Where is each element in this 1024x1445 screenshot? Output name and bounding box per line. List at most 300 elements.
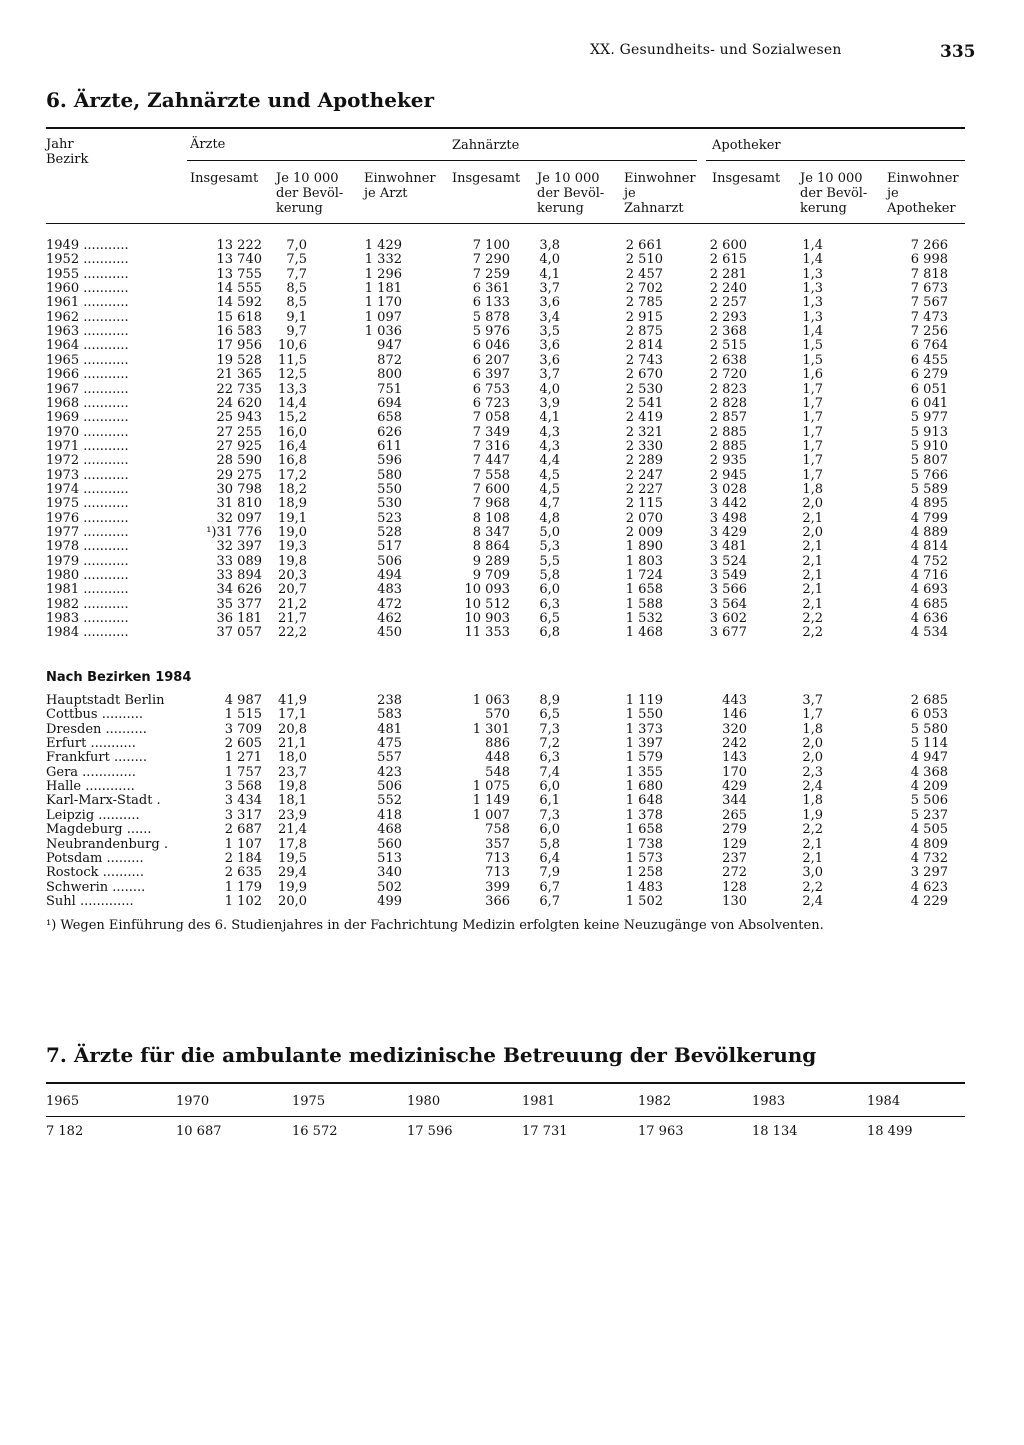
- column-header: [364, 171, 436, 201]
- table-cell: 2 720: [709, 367, 747, 383]
- table-7-value: 17 963: [638, 1124, 684, 1139]
- table-cell: 17,2: [278, 467, 307, 483]
- table-cell: 34 626: [216, 582, 262, 598]
- table-7-value: 10 687: [176, 1124, 222, 1139]
- table-cell: 5 114: [910, 736, 948, 752]
- table-cell: 21,7: [278, 611, 307, 627]
- table-cell: 2 009: [625, 525, 663, 540]
- table-cell: 2 368: [709, 324, 747, 340]
- table-7-year: 1984: [867, 1094, 901, 1109]
- table-cell: 6,0: [539, 779, 560, 795]
- table-cell: 1,7: [802, 438, 823, 454]
- table-cell: 506: [377, 553, 402, 569]
- table-cell: 1,7: [802, 410, 823, 426]
- table-7-title: 7. Ärzte für die ambulante medizinische Betreuung der Bevölkerung: [46, 1043, 817, 1067]
- column-header-line: Insgesamt: [190, 171, 259, 186]
- table-cell: 4 814: [910, 539, 948, 555]
- table-cell: 2,1: [802, 539, 823, 555]
- table-7-value: 16 572: [292, 1124, 338, 1139]
- table-cell: 1,3: [802, 295, 823, 311]
- row-label-district: Gera .............: [46, 764, 136, 780]
- table-cell: 1 102: [224, 893, 262, 909]
- table-cell: 5 910: [910, 438, 948, 454]
- table-cell: 2 530: [625, 381, 663, 397]
- table-cell: 1 757: [224, 764, 262, 780]
- table-cell: 2,1: [802, 582, 823, 598]
- table-cell: 1,7: [802, 381, 823, 397]
- table-cell: 8,9: [539, 693, 560, 708]
- table-cell: 5,5: [539, 553, 560, 569]
- row-label-year: 1970 ...........: [46, 424, 129, 440]
- table-cell: 2 670: [625, 367, 663, 383]
- column-header-line: Einwohner: [624, 171, 696, 186]
- table-cell: 443: [722, 693, 747, 708]
- table-7-year: 1975: [292, 1094, 326, 1109]
- table-cell: 1 658: [625, 582, 663, 598]
- table-cell: 1 532: [625, 611, 663, 627]
- table-cell: 7 473: [910, 309, 948, 325]
- table-cell: 20,7: [278, 582, 307, 598]
- table-cell: 3 709: [224, 721, 262, 737]
- table-cell: 4 209: [910, 779, 948, 795]
- table-cell: 2 419: [625, 410, 663, 426]
- table-cell: 129: [722, 836, 747, 852]
- table-cell: 1 378: [625, 807, 663, 823]
- table-cell: 1 573: [625, 850, 663, 866]
- column-header-line: Einwohner: [887, 171, 959, 186]
- row-label-district: Erfurt ...........: [46, 736, 136, 752]
- table-cell: 468: [377, 822, 402, 838]
- table-cell: 19,1: [278, 510, 307, 526]
- table-cell: 1 680: [625, 779, 663, 795]
- row-label-district: Leipzig ..........: [46, 807, 140, 823]
- table-cell: 1 179: [224, 879, 262, 895]
- table-cell: 2 330: [625, 438, 663, 454]
- table-cell: 6,7: [539, 879, 560, 895]
- pharmacists-group-rule: [706, 160, 965, 161]
- table-cell: 1 468: [625, 625, 663, 641]
- row-label-year: 1982 ...........: [46, 596, 129, 612]
- row-label-district: Frankfurt ........: [46, 750, 148, 766]
- table-cell: 7 600: [472, 481, 510, 497]
- table-cell: 596: [377, 453, 402, 469]
- row-label-district: Rostock ..........: [46, 865, 144, 881]
- table-cell: 429: [722, 779, 747, 795]
- table-cell: 32 097: [216, 510, 262, 526]
- table-cell: 8,5: [286, 295, 307, 311]
- row-label-year: 1980 ...........: [46, 568, 129, 584]
- table-cell: 13 755: [216, 266, 262, 282]
- table-cell: 570: [485, 707, 510, 723]
- table-7-value: 7 182: [46, 1124, 84, 1139]
- table-cell: 1 550: [625, 707, 663, 723]
- table-cell: 25 943: [216, 410, 262, 426]
- table-cell: 2 785: [625, 295, 663, 311]
- table-cell: 6 053: [910, 707, 948, 723]
- table-cell: 7,3: [539, 721, 560, 737]
- table-cell: 7 100: [472, 238, 510, 253]
- table-cell: 2,1: [802, 836, 823, 852]
- table-7-year: 1982: [638, 1094, 672, 1109]
- table-cell: 3,9: [539, 395, 560, 411]
- table-cell: 8 864: [472, 539, 510, 555]
- table-cell: 18,2: [278, 481, 307, 497]
- table-cell: 2 945: [709, 467, 747, 483]
- table-cell: 550: [377, 481, 402, 497]
- table-cell: 472: [377, 596, 402, 612]
- table-cell: 1,7: [802, 453, 823, 469]
- table-cell: 22,2: [278, 625, 307, 641]
- table-cell: 30 798: [216, 481, 262, 497]
- column-header-line: Je 10 000: [537, 171, 600, 186]
- column-header: [276, 171, 343, 216]
- table-cell: 2,4: [802, 893, 823, 909]
- table-cell: 6 041: [910, 395, 948, 411]
- table-cell: 1 170: [364, 295, 402, 311]
- table-cell: 1,3: [802, 309, 823, 325]
- table-cell: 340: [377, 865, 402, 881]
- table-cell: 2 635: [224, 865, 262, 881]
- row-label-year: 1978 ...........: [46, 539, 129, 555]
- table-cell: 6,3: [539, 750, 560, 766]
- table-cell: 2 743: [625, 352, 663, 368]
- table-cell: 2 885: [709, 424, 747, 440]
- table-cell: 4 732: [910, 850, 948, 866]
- table-6-top-rule: [46, 127, 965, 129]
- stub-header-year: Jahr: [46, 137, 74, 152]
- table-cell: 15 618: [216, 309, 262, 325]
- table-cell: 4,1: [539, 266, 560, 282]
- table-cell: 3 602: [709, 611, 747, 627]
- table-cell: 5 506: [910, 793, 948, 809]
- table-cell: 27 255: [216, 424, 262, 440]
- table-cell: 1 397: [625, 736, 663, 752]
- table-cell: 3 566: [709, 582, 747, 598]
- table-cell: 5 878: [472, 309, 510, 325]
- table-cell: 32 397: [216, 539, 262, 555]
- table-cell: 7 349: [472, 424, 510, 440]
- table-cell: 2,1: [802, 568, 823, 584]
- table-cell: 1 803: [625, 553, 663, 569]
- table-cell: 1 258: [625, 865, 663, 881]
- table-cell: 7,5: [286, 252, 307, 268]
- table-cell: 3 498: [709, 510, 747, 526]
- table-cell: 6 764: [910, 338, 948, 354]
- table-cell: 6 361: [472, 281, 510, 297]
- table-cell: 16,0: [278, 424, 307, 440]
- table-cell: 6,7: [539, 893, 560, 909]
- column-header: [537, 171, 604, 216]
- table-cell: 548: [485, 764, 510, 780]
- row-label-year: 1960 ...........: [46, 281, 129, 297]
- table-cell: 1 301: [472, 721, 510, 737]
- table-cell: 5 589: [910, 481, 948, 497]
- table-cell: 418: [377, 807, 402, 823]
- table-cell: 2 935: [709, 453, 747, 469]
- table-cell: 1 588: [625, 596, 663, 612]
- table-cell: 19 528: [216, 352, 262, 368]
- row-label-district: Halle ............: [46, 779, 135, 795]
- table-7-year: 1965: [46, 1094, 80, 1109]
- group-header-doctors: Ärzte: [190, 137, 226, 152]
- row-label-district: Dresden ..........: [46, 721, 147, 737]
- column-header-line: Insgesamt: [452, 171, 521, 186]
- table-cell: 19,9: [278, 879, 307, 895]
- section-label-districts: Nach Bezirken 1984: [46, 670, 192, 685]
- table-cell: 9,7: [286, 324, 307, 340]
- row-label-year: 1976 ...........: [46, 510, 129, 526]
- table-cell: 16,8: [278, 453, 307, 469]
- row-label-year: 1977 ...........: [46, 525, 129, 540]
- table-cell: 265: [722, 807, 747, 823]
- table-cell: 1 724: [625, 568, 663, 584]
- table-cell: 450: [377, 625, 402, 641]
- table-cell: 2 257: [709, 295, 747, 311]
- table-cell: 3 434: [224, 793, 262, 809]
- table-cell: 344: [722, 793, 747, 809]
- table-cell: 3,4: [539, 309, 560, 325]
- table-7-value: 18 499: [867, 1124, 913, 1139]
- table-cell: 11 353: [464, 625, 510, 641]
- table-cell: 8 347: [472, 525, 510, 540]
- table-cell: 713: [485, 850, 510, 866]
- table-cell: 6 723: [472, 395, 510, 411]
- table-cell: 37 057: [216, 625, 262, 641]
- table-cell: 19,0: [278, 525, 307, 540]
- table-cell: 2 638: [709, 352, 747, 368]
- table-cell: 14 592: [216, 295, 262, 311]
- row-label-district: Karl-Marx-Stadt .: [46, 793, 161, 809]
- stub-header: [46, 137, 88, 167]
- table-cell: 33 894: [216, 568, 262, 584]
- table-cell: 1 373: [625, 721, 663, 737]
- row-label-year: 1966 ...........: [46, 367, 129, 383]
- table-cell: 41,9: [278, 693, 307, 708]
- table-cell: 506: [377, 779, 402, 795]
- table-cell: 6 046: [472, 338, 510, 354]
- table-cell: 423: [377, 764, 402, 780]
- table-cell: 6,8: [539, 625, 560, 641]
- table-cell: 4,8: [539, 510, 560, 526]
- table-cell: 6,3: [539, 596, 560, 612]
- table-cell: 1 075: [472, 779, 510, 795]
- table-cell: 1,9: [802, 807, 823, 823]
- table-cell: 7 567: [910, 295, 948, 311]
- table-cell: 2 605: [224, 736, 262, 752]
- table-cell: 4,5: [539, 481, 560, 497]
- table-cell: 947: [377, 338, 402, 354]
- table-cell: 1 107: [224, 836, 262, 852]
- row-label-district: Cottbus ..........: [46, 707, 144, 723]
- table-cell: 4 534: [910, 625, 948, 641]
- table-cell: ¹)31 776: [206, 525, 262, 540]
- table-cell: 4 752: [910, 553, 948, 569]
- table-cell: 475: [377, 736, 402, 752]
- table-cell: 2 247: [625, 467, 663, 483]
- table-cell: 366: [485, 893, 510, 909]
- table-cell: 2,1: [802, 510, 823, 526]
- table-cell: 3 297: [910, 865, 948, 881]
- table-cell: 1 658: [625, 822, 663, 838]
- table-cell: 1 648: [625, 793, 663, 809]
- column-header-line: je: [887, 186, 899, 201]
- row-label-district: Magdeburg ......: [46, 822, 152, 838]
- table-cell: 17,1: [278, 707, 307, 723]
- table-cell: 237: [722, 850, 747, 866]
- table-cell: 4 987: [224, 693, 262, 708]
- table-cell: 4 809: [910, 836, 948, 852]
- table-cell: 3 317: [224, 807, 262, 823]
- table-cell: 238: [377, 693, 402, 708]
- table-cell: 35 377: [216, 596, 262, 612]
- table-cell: 1 738: [625, 836, 663, 852]
- table-7-header-rule: [46, 1116, 965, 1117]
- table-cell: 2,1: [802, 850, 823, 866]
- table-cell: 1 332: [364, 252, 402, 268]
- running-head: XX. Gesundheits- und Sozialwesen: [590, 42, 842, 58]
- table-cell: 2 857: [709, 410, 747, 426]
- table-cell: 7,2: [539, 736, 560, 752]
- column-header: [712, 171, 780, 186]
- table-cell: 3 442: [709, 496, 747, 512]
- column-header-line: der Bevöl-: [800, 186, 868, 201]
- table-7-year: 1970: [176, 1094, 210, 1109]
- table-cell: 2 289: [625, 453, 663, 469]
- table-cell: 19,8: [278, 553, 307, 569]
- table-cell: 21,1: [278, 736, 307, 752]
- table-cell: 6 207: [472, 352, 510, 368]
- row-label-year: 1971 ...........: [46, 438, 129, 454]
- table-cell: 1,7: [802, 395, 823, 411]
- table-cell: 130: [722, 893, 747, 909]
- table-cell: 3 677: [709, 625, 747, 641]
- table-cell: 10 903: [464, 611, 510, 627]
- table-cell: 2 687: [224, 822, 262, 838]
- table-cell: 5 977: [910, 410, 948, 426]
- table-cell: 483: [377, 582, 402, 598]
- table-cell: 1,3: [802, 266, 823, 282]
- table-cell: 4 685: [910, 596, 948, 612]
- table-cell: 4,3: [539, 438, 560, 454]
- table-cell: 15,2: [278, 410, 307, 426]
- table-cell: 1,7: [802, 467, 823, 483]
- table-cell: 2 293: [709, 309, 747, 325]
- table-cell: 5 913: [910, 424, 948, 440]
- table-cell: 36 181: [216, 611, 262, 627]
- table-cell: 1,3: [802, 281, 823, 297]
- group-header-dentists: Zahnärzte: [452, 138, 520, 153]
- table-cell: 5,8: [539, 836, 560, 852]
- table-cell: 6 133: [472, 295, 510, 311]
- table-cell: 8,5: [286, 281, 307, 297]
- row-label-year: 1961 ...........: [46, 295, 129, 311]
- column-header-line: Je 10 000: [276, 171, 339, 186]
- table-cell: 4 693: [910, 582, 948, 598]
- table-cell: 5 580: [910, 721, 948, 737]
- table-cell: 2,0: [802, 736, 823, 752]
- table-cell: 6 279: [910, 367, 948, 383]
- table-cell: 2 240: [709, 281, 747, 297]
- table-cell: 4,0: [539, 381, 560, 397]
- table-cell: 4 229: [910, 893, 948, 909]
- table-cell: 6,1: [539, 793, 560, 809]
- column-header-line: Apotheker: [887, 201, 956, 216]
- table-cell: 530: [377, 496, 402, 512]
- table-cell: 3 028: [709, 481, 747, 497]
- table-cell: 33 089: [216, 553, 262, 569]
- row-label-year: 1975 ...........: [46, 496, 129, 512]
- row-label-year: 1974 ...........: [46, 481, 129, 497]
- table-cell: 10 512: [464, 596, 510, 612]
- column-header-line: kerung: [800, 201, 847, 216]
- table-cell: 2 227: [625, 481, 663, 497]
- table-cell: 4 716: [910, 568, 948, 584]
- table-cell: 5 976: [472, 324, 510, 340]
- table-cell: 1 271: [224, 750, 262, 766]
- column-header-line: der Bevöl-: [276, 186, 344, 201]
- table-cell: 3,5: [539, 324, 560, 340]
- table-cell: 29,4: [278, 865, 307, 881]
- table-cell: 3,7: [539, 367, 560, 383]
- table-cell: 7,0: [286, 238, 307, 253]
- table-cell: 16 583: [216, 324, 262, 340]
- table-cell: 4,4: [539, 453, 560, 469]
- table-cell: 18,0: [278, 750, 307, 766]
- row-label-year: 1972 ...........: [46, 453, 129, 469]
- column-header-line: kerung: [537, 201, 584, 216]
- table-cell: 21,2: [278, 596, 307, 612]
- doctors-dentists-group-rule: [187, 160, 697, 161]
- group-header-pharmacists: Apotheker: [712, 138, 781, 153]
- table-cell: 1 355: [625, 764, 663, 780]
- table-cell: 8 108: [472, 510, 510, 526]
- table-cell: 1 097: [364, 309, 402, 325]
- table-cell: 523: [377, 510, 402, 526]
- column-header-line: Einwohner: [364, 171, 436, 186]
- table-cell: 399: [485, 879, 510, 895]
- column-header-line: der Bevöl-: [537, 186, 605, 201]
- table-6-header-rule: [46, 223, 965, 224]
- table-cell: 2 070: [625, 510, 663, 526]
- table-cell: 3 481: [709, 539, 747, 555]
- table-cell: 29 275: [216, 467, 262, 483]
- table-cell: 7 447: [472, 453, 510, 469]
- table-cell: 3 524: [709, 553, 747, 569]
- table-cell: 1 502: [625, 893, 663, 909]
- column-header-line: Zahnarzt: [624, 201, 684, 216]
- table-cell: 11,5: [278, 352, 307, 368]
- table-cell: 517: [377, 539, 402, 555]
- table-cell: 3,6: [539, 352, 560, 368]
- table-cell: 3,7: [802, 693, 823, 708]
- table-cell: 6,5: [539, 611, 560, 627]
- table-cell: 1 296: [364, 266, 402, 282]
- table-cell: 3,7: [539, 281, 560, 297]
- table-cell: 7 968: [472, 496, 510, 512]
- table-cell: 3,6: [539, 338, 560, 354]
- table-cell: 6 397: [472, 367, 510, 383]
- table-cell: 10,6: [278, 338, 307, 354]
- row-label-district: Neubrandenburg .: [46, 836, 168, 852]
- table-cell: 23,9: [278, 807, 307, 823]
- table-cell: 1,8: [802, 721, 823, 737]
- table-cell: 7 058: [472, 410, 510, 426]
- table-cell: 580: [377, 467, 402, 483]
- table-cell: 5 237: [910, 807, 948, 823]
- row-label-year: 1973 ...........: [46, 467, 129, 483]
- table-cell: 5 766: [910, 467, 948, 483]
- page-number: 335: [940, 42, 976, 62]
